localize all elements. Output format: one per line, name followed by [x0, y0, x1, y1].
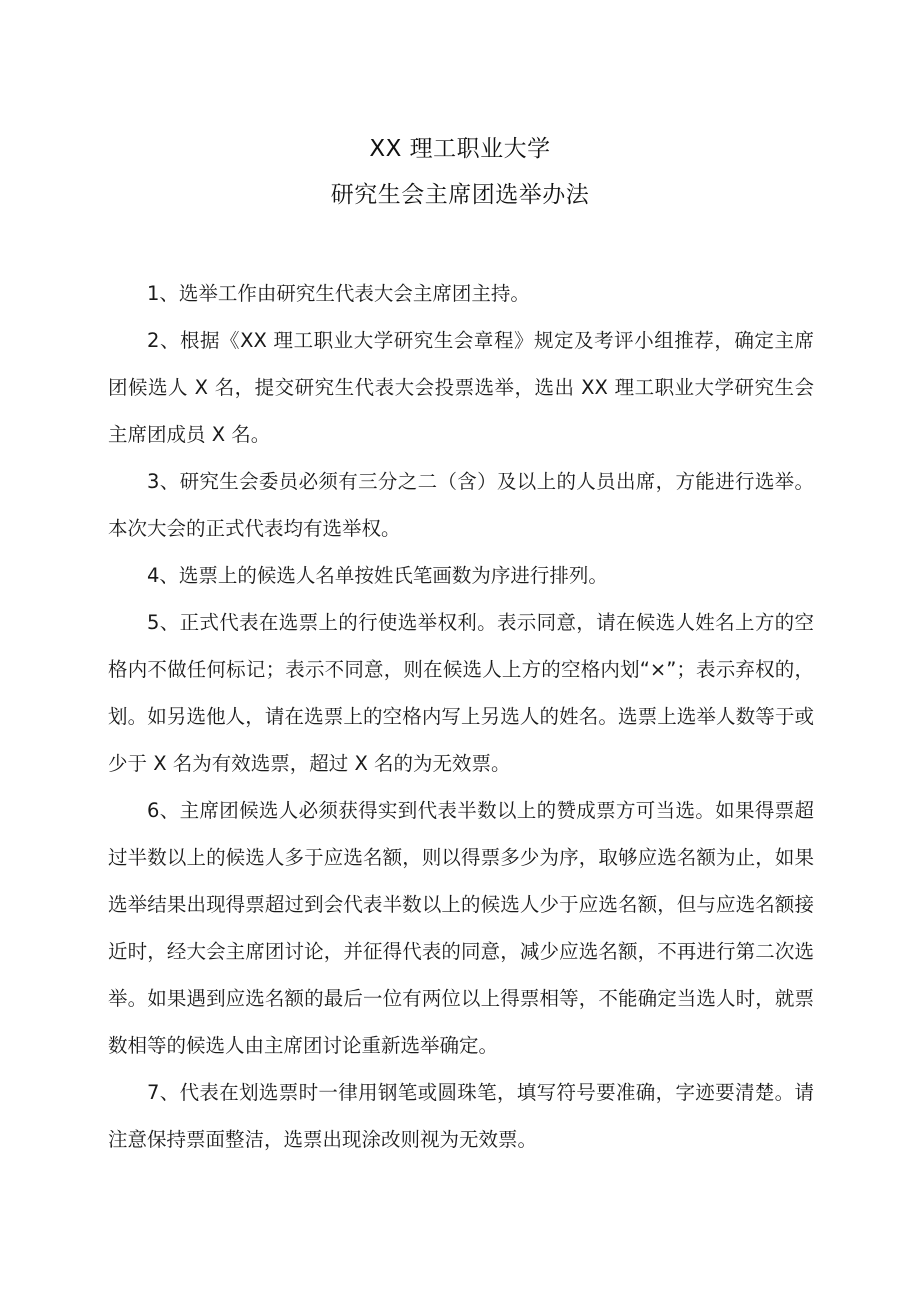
paragraph-6: 6、主席团候选人必须获得实到代表半数以上的赞成票方可当选。如果得票超过半数以上的候选人多于应选名额，则以得票多少为序，取够应选名额为止，如果选举结果出现得票超过到会代表半数以上的候选人少于应选名额，但与应选名额接近时，经大会主席团讨论，并征得代表的同意，减少应选名额，不再进行第二次选举。如果遇到应选名额的最后一位有两位以上得票相等，不能确定当选人时，就票数相等的候选人由主席团讨论重新选举确定。 [108, 799, 814, 1057]
paragraph-2: 2、根据《XX 理工职业大学研究生会章程》规定及考评小组推荐，确定主席团候选人 X 名，提交研究生代表大会投票选举，选出 XX 理工职业大学研究生会主席团成员 X 名。 [108, 329, 814, 446]
paragraph-1: 1、选举工作由研究生代表大会主席团主持。 [147, 282, 530, 305]
paragraph-4: 4、选票上的候选人名单按姓氏笔画数为序进行排列。 [147, 564, 608, 587]
paragraph-3: 3、研究生会委员必须有三分之二（含）及以上的人员出席，方能进行选举。本次大会的正式代表均有选举权。 [108, 470, 814, 540]
paragraph-5: 5、正式代表在选票上的行使选举权利。表示同意，请在候选人姓名上方的空格内不做任何标记；表示不同意，则在候选人上方的空格内划“×”；表示弃权的，划。如另选他人，请在选票上的空格内写上另选人的姓名。选票上选举人数等于或少于 X 名为有效选票，超过 X 名的为无效票。 [108, 611, 814, 775]
title-block [0, 126, 920, 218]
document-title-main: 研究生会主席团选举办法 [330, 182, 590, 208]
paragraph-7: 7、代表在划选票时一律用钢笔或圆珠笔，填写符号要准确，字迹要清楚。请注意保持票面整洁，选票出现涂改则视为无效票。 [108, 1081, 814, 1151]
document-body [108, 270, 814, 1163]
document-title-school: XX 理工职业大学 [369, 136, 551, 162]
